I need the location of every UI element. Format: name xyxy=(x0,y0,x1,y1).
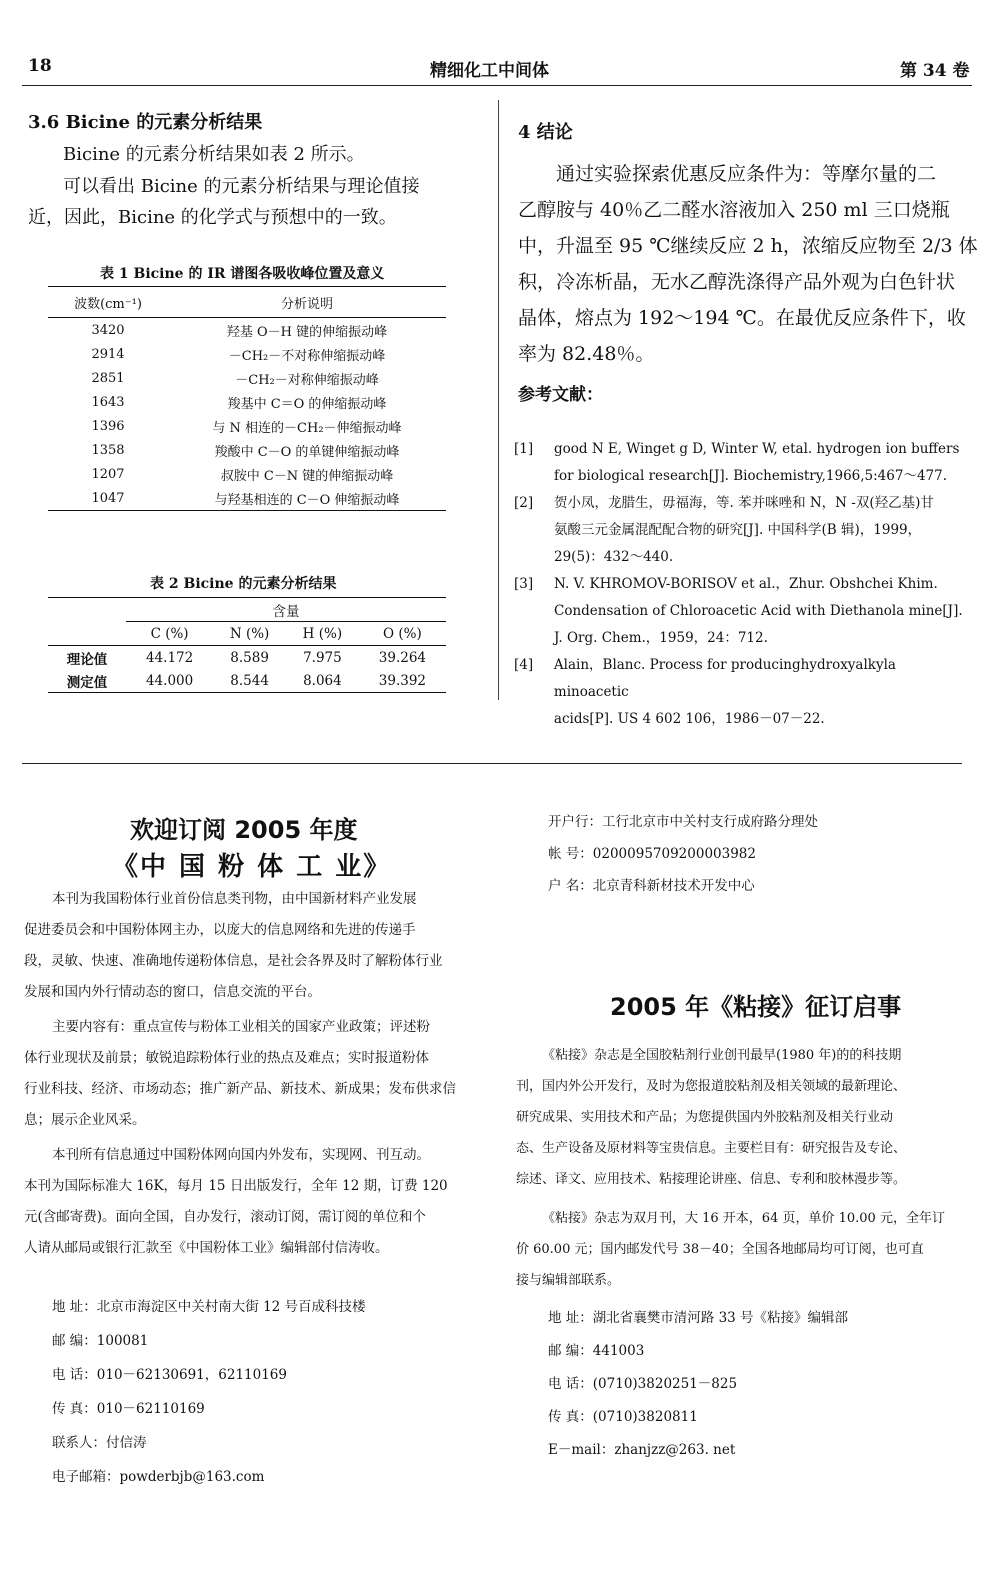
ad-title: 欢迎订阅 2005 年度 xyxy=(130,816,358,844)
reference-line: 29(5)：432～440. xyxy=(554,549,674,565)
volume-label: 第 34 卷 xyxy=(900,61,970,81)
table2-group-header: 含量 xyxy=(126,598,446,622)
table1-cell: －CH₂－对称伸缩振动峰 xyxy=(235,372,379,388)
table1-cell: 叔胺中 C－N 键的伸缩振动峰 xyxy=(220,468,394,484)
contact-email: E－mail：zhanjzz@263. net xyxy=(548,1442,736,1458)
table1-cell: 1396 xyxy=(91,418,125,434)
bank-account: 帐 号：0200095709200003982 xyxy=(548,846,756,862)
table2-cell: 8.064 xyxy=(303,672,342,689)
table1-cell: 1643 xyxy=(91,394,125,410)
contact-address: 地 址：湖北省襄樊市清河路 33 号《粘接》编辑部 xyxy=(548,1310,849,1326)
table1-cell: 羟基 O－H 键的伸缩振动峰 xyxy=(226,324,388,340)
ad-line: 本刊所有信息通过中国粉体网向国内外发布，实现网、刊互动。 xyxy=(52,1147,430,1163)
table1-cell: －CH₂－不对称伸缩振动峰 xyxy=(228,348,386,364)
paragraph: Bicine 的元素分析结果如表 2 所示。 xyxy=(63,144,365,165)
ad-line: 人请从邮局或银行汇款至《中国粉体工业》编辑部付信涛收。 xyxy=(24,1240,389,1256)
ad-line: 价 60.00 元；国内邮发代号 38－40；全国各地邮局均可订阅，也可直 xyxy=(516,1242,924,1257)
table1-cell: 1207 xyxy=(91,466,125,482)
ad-body xyxy=(516,1040,978,1296)
reference-number: [2] xyxy=(514,495,534,511)
conclusion-line: 中，升温至 95 ℃继续反应 2 h，浓缩反应物至 2/3 体 xyxy=(518,235,978,257)
ad-line: 息；展示企业风采。 xyxy=(24,1112,146,1128)
table1-cell: 与 N 相连的－CH₂－伸缩振动峰 xyxy=(212,420,402,436)
ad-title: 2005 年《粘接》征订启事 xyxy=(610,993,902,1021)
reference-line: N. V. KHROMOV-BORISOV et al.，Zhur. Obshchei Khim. xyxy=(554,576,938,592)
reference-line: acids[P]. US 4 602 106，1986－07－22. xyxy=(553,711,825,727)
reference-number: [1] xyxy=(514,441,534,457)
conclusion-line: 积，冷冻析晶，无水乙醇洗涤得产品外观为白色针状 xyxy=(518,271,956,293)
bank-name: 开户行：工行北京市中关村支行成府路分理处 xyxy=(548,814,818,830)
conclusion-line: 率为 82.48％。 xyxy=(518,343,655,365)
conclusion-line: 通过实验探索优惠反应条件为：等摩尔量的二 xyxy=(556,163,937,185)
conclusion-line: 晶体，熔点为 192～194 ℃。在最优反应条件下，收 xyxy=(518,307,966,329)
conclusion-text xyxy=(518,156,978,372)
contact-address: 地 址：北京市海淀区中关村南大街 12 号百成科技楼 xyxy=(52,1299,366,1315)
contact-fax: 传 真：(0710)3820811 xyxy=(548,1409,698,1425)
table2-col-header: C (%) xyxy=(150,625,189,642)
reference-line: Alain，Blanc. Process for producinghydroxyalkyla minoacetic xyxy=(553,657,896,700)
table2-cell: 7.975 xyxy=(303,649,342,666)
ad-line: 研究成果、实用技术和产品；为您提供国内外胶粘剂及相关行业动 xyxy=(516,1110,894,1125)
contact-phone: 电 话：010－62130691，62110169 xyxy=(52,1367,287,1383)
column-divider xyxy=(498,100,499,700)
bank-holder: 户 名：北京青科新材技术开发中心 xyxy=(548,878,755,894)
ad-line: 体行业现状及前景；敏锐追踪粉体行业的热点及难点；实时报道粉体 xyxy=(24,1050,429,1066)
ad-body xyxy=(24,884,489,1264)
reference-line: good N E, Winget g D, Winter W, etal. hydrogen ion buffers xyxy=(554,441,960,457)
contact-postcode: 邮 编：100081 xyxy=(52,1333,149,1349)
table1-cell: 1358 xyxy=(91,442,125,458)
paragraph: 可以看出 Bicine 的元素分析结果与理论值接 xyxy=(63,176,420,197)
table2 xyxy=(48,597,446,693)
conclusion-line: 乙醇胺与 40％乙二醛水溶液加入 250 ml 三口烧瓶 xyxy=(518,199,950,221)
reference-item xyxy=(514,571,974,652)
ad-line: 主要内容有：重点宣传与粉体工业相关的国家产业政策；评述粉 xyxy=(52,1019,430,1035)
contact-postcode: 邮 编：441003 xyxy=(548,1343,645,1359)
section-heading-3-6: 3.6 Bicine 的元素分析结果 xyxy=(28,112,263,133)
table1-col-analysis: 分析说明 xyxy=(280,296,333,312)
ad-line: 促进委员会和中国粉体网主办，以庞大的信息网络和先进的传递手 xyxy=(24,922,416,938)
ad-line: 发展和国内外行情动态的窗口，信息交流的平台。 xyxy=(24,984,321,1000)
table2-cell: 44.000 xyxy=(145,672,194,689)
table1-cell: 2914 xyxy=(91,346,125,362)
ad-title-magazine: 《中 国 粉 体 工 业》 xyxy=(112,852,392,882)
ad-line: 接与编辑部联系。 xyxy=(516,1273,621,1288)
table2-cell: 8.544 xyxy=(230,672,269,689)
table1-col-wavenumber: 波数(cm⁻¹) xyxy=(74,296,142,312)
reference-line: 贺小凤，龙腊生，毋福海，等. 苯并咪唑和 N，N -双(羟乙基)甘 xyxy=(554,495,934,511)
journal-name: 精细化工中间体 xyxy=(430,61,549,81)
table1-cell: 1047 xyxy=(91,490,125,506)
ad-line: 刊，国内外公开发行，及时为您报道胶粘剂及相关领域的最新理论、 xyxy=(516,1079,907,1094)
page-number: 18 xyxy=(28,56,52,76)
contact-email: 电子邮箱：powderbjb@163.com xyxy=(52,1469,265,1485)
table2-cell: 8.589 xyxy=(230,649,269,666)
table1-cell: 与羟基相连的 C－O 伸缩振动峰 xyxy=(214,492,400,508)
contact-person: 联系人：付信涛 xyxy=(52,1435,147,1451)
reference-line: Condensation of Chloroacetic Acid with Diethanola mine[J]. xyxy=(554,603,963,619)
ad-line: 本刊为国际标准大 16K，每月 15 日出版发行，全年 12 期，订费 120 xyxy=(24,1178,448,1194)
ad-line: 《粘接》杂志为双月刊，大 16 开本，64 页，单价 10.00 元，全年订 xyxy=(542,1211,945,1226)
contact-phone: 电 话：(0710)3820251－825 xyxy=(548,1376,738,1392)
table2-row-label: 测定值 xyxy=(66,674,108,691)
ad-line: 综述、译文、应用技术、粘接理论讲座、信息、专利和胶林漫步等。 xyxy=(516,1172,907,1187)
table1-cell: 羧基中 C＝O 的伸缩振动峰 xyxy=(227,396,387,412)
section-separator xyxy=(22,763,962,764)
table2-col-header: H (%) xyxy=(302,625,343,642)
references-heading: 参考文献： xyxy=(518,385,603,405)
table1-cell: 3420 xyxy=(91,322,125,338)
ad-line: 态、生产设备及原材料等宝贵信息。主要栏目有：研究报告及专论、 xyxy=(516,1141,907,1156)
table1-cell: 2851 xyxy=(91,370,125,386)
table1-caption: 表 1 Bicine 的 IR 谱图各吸收峰位置及意义 xyxy=(100,266,385,282)
table2-cell: 44.172 xyxy=(145,649,194,666)
section-heading-4: 4 结论 xyxy=(518,122,573,143)
references-list xyxy=(514,436,974,733)
ad-line: 本刊为我国粉体行业首份信息类刊物，由中国新材料产业发展 xyxy=(52,891,417,907)
ad-line: 段，灵敏、快速、准确地传递粉体信息，是社会各界及时了解粉体行业 xyxy=(24,953,443,969)
reference-line: for biological research[J]. Biochemistry,1966,5:467～477. xyxy=(554,468,947,484)
table2-cell: 39.392 xyxy=(378,672,427,689)
contact-fax: 传 真：010－62110169 xyxy=(52,1401,205,1417)
reference-line: J. Org. Chem.，1959，24：712. xyxy=(554,630,768,646)
paragraph: 近，因此，Bicine 的化学式与预想中的一致。 xyxy=(28,207,397,228)
reference-number: [4] xyxy=(514,657,534,673)
table2-cell: 39.264 xyxy=(378,649,427,666)
table2-row-label: 理论值 xyxy=(66,651,108,668)
ad-line: 元(含邮寄费)。面向全国，自办发行，滚动订阅，需订阅的单位和个 xyxy=(24,1209,427,1225)
table2-col-header: O (%) xyxy=(383,625,422,642)
ad-contacts xyxy=(548,1302,848,1467)
ad-contacts xyxy=(52,1290,366,1494)
header-rule xyxy=(22,85,972,86)
reference-item xyxy=(514,436,974,490)
table1 xyxy=(48,286,446,511)
table2-col-header: N (%) xyxy=(229,625,270,642)
reference-item xyxy=(514,652,974,733)
reference-item xyxy=(514,490,974,571)
reference-line: 氨酸三元金属混配配合物的研究[J]. 中国科学(B 辑)，1999， xyxy=(554,522,922,538)
table1-cell: 羧酸中 C－O 的单键伸缩振动峰 xyxy=(214,444,400,460)
ad-line: 《粘接》杂志是全国胶粘剂行业创刊最早(1980 年)的的科技期 xyxy=(542,1048,902,1063)
table2-caption: 表 2 Bicine 的元素分析结果 xyxy=(150,576,337,592)
bank-info xyxy=(548,806,818,902)
ad-line: 行业科技、经济、市场动态；推广新产品、新技术、新成果；发布供求信 xyxy=(24,1081,456,1097)
reference-number: [3] xyxy=(514,576,534,592)
